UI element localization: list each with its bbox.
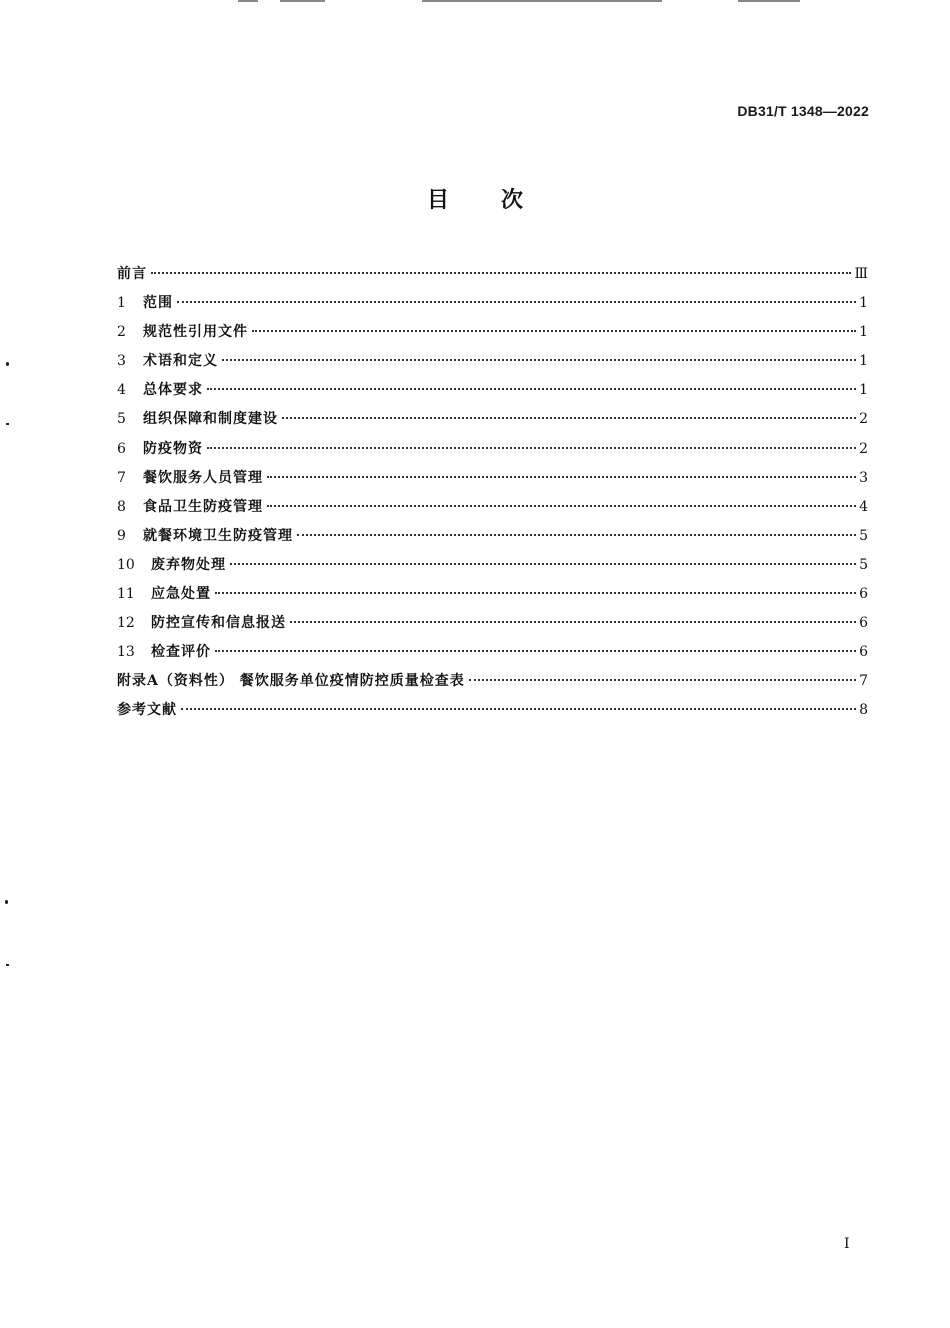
toc-entry-title: 废弃物处理 bbox=[151, 556, 226, 573]
toc-entry-title: 附录A（资料性） 餐饮服务单位疫情防控质量检查表 bbox=[117, 673, 465, 690]
scan-artifact bbox=[280, 0, 325, 2]
toc-entry-title: 组织保障和制度建设 bbox=[143, 411, 278, 428]
toc-entry-page: 6 bbox=[859, 586, 868, 603]
dot-leader bbox=[230, 563, 856, 565]
toc-entry[interactable] bbox=[117, 493, 868, 522]
toc-entry-number: 6 bbox=[117, 440, 126, 457]
toc-entry-title: 防控宣传和信息报送 bbox=[151, 615, 286, 632]
dot-leader bbox=[177, 301, 856, 303]
toc-entry-title: 检查评价 bbox=[151, 644, 211, 661]
page-title: 目次 bbox=[426, 188, 575, 213]
dot-leader bbox=[207, 388, 856, 390]
toc-entry-title: 参考文献 bbox=[117, 702, 177, 719]
toc-entry-page: 6 bbox=[859, 644, 868, 661]
toc-entry[interactable] bbox=[117, 260, 868, 289]
toc-entry-page: 5 bbox=[859, 527, 868, 544]
toc-entry-page: 1 bbox=[859, 353, 868, 370]
toc-entry[interactable] bbox=[117, 667, 868, 696]
scan-artifact bbox=[738, 0, 800, 2]
toc-entry-number: 12 bbox=[117, 615, 135, 632]
toc-entry[interactable] bbox=[117, 347, 868, 376]
toc-entry-title: 范围 bbox=[143, 295, 173, 312]
dot-leader bbox=[469, 679, 856, 681]
toc-entry-page: 4 bbox=[859, 498, 868, 515]
toc-entry-number: 11 bbox=[117, 586, 135, 603]
toc-entry[interactable] bbox=[117, 435, 868, 464]
page-number: I bbox=[844, 1236, 850, 1252]
toc-entry-title: 就餐环境卫生防疫管理 bbox=[143, 527, 293, 544]
dot-leader bbox=[290, 621, 856, 623]
scan-speck bbox=[6, 964, 9, 966]
toc-entry-title: 总体要求 bbox=[143, 382, 203, 399]
toc-entry-page: 5 bbox=[859, 556, 868, 573]
toc-entry-title: 餐饮服务人员管理 bbox=[143, 469, 263, 486]
toc-entry-number: 8 bbox=[117, 498, 126, 515]
toc-entry-page: 2 bbox=[859, 440, 868, 457]
scan-artifact bbox=[238, 0, 258, 2]
toc-entry-title: 规范性引用文件 bbox=[143, 324, 248, 341]
dot-leader bbox=[267, 505, 856, 507]
toc-entry-page: 7 bbox=[859, 673, 868, 690]
toc-entry-title: 食品卫生防疫管理 bbox=[143, 498, 263, 515]
toc-entry-title: 前言 bbox=[117, 266, 147, 282]
scan-speck bbox=[5, 900, 8, 904]
toc-entry[interactable] bbox=[117, 551, 868, 580]
toc-entry[interactable] bbox=[117, 580, 868, 609]
toc-entry[interactable] bbox=[117, 609, 868, 638]
toc-entry-page: 1 bbox=[859, 295, 868, 312]
toc-entry-number: 7 bbox=[117, 469, 126, 486]
toc-entry-number: 9 bbox=[117, 527, 126, 544]
toc-entry-title: 应急处置 bbox=[151, 586, 211, 603]
scan-speck bbox=[6, 423, 9, 425]
toc-entry-page: 2 bbox=[859, 411, 868, 428]
toc-entry[interactable] bbox=[117, 289, 868, 318]
toc-entry[interactable] bbox=[117, 522, 868, 551]
toc-entry-page: 3 bbox=[859, 469, 868, 486]
toc-entry-number: 2 bbox=[117, 324, 126, 341]
toc-entry[interactable] bbox=[117, 464, 868, 493]
dot-leader bbox=[282, 417, 856, 419]
toc-entry-number: 5 bbox=[117, 411, 126, 428]
table-of-contents bbox=[117, 260, 868, 726]
dot-leader bbox=[181, 708, 856, 710]
toc-entry[interactable] bbox=[117, 318, 868, 347]
scan-speck bbox=[6, 362, 9, 366]
toc-entry[interactable] bbox=[117, 376, 868, 405]
toc-entry-number: 13 bbox=[117, 644, 135, 661]
dot-leader bbox=[252, 330, 856, 332]
dot-leader bbox=[215, 592, 856, 594]
toc-entry-number: 1 bbox=[117, 295, 126, 312]
toc-entry-title: 防疫物资 bbox=[143, 440, 203, 457]
dot-leader bbox=[207, 447, 856, 449]
toc-entry-number: 10 bbox=[117, 556, 135, 573]
dot-leader bbox=[267, 476, 856, 478]
toc-entry[interactable] bbox=[117, 405, 868, 434]
scan-artifact bbox=[422, 0, 662, 2]
toc-entry-title: 术语和定义 bbox=[143, 353, 218, 370]
dot-leader bbox=[222, 359, 856, 361]
toc-entry-number: 4 bbox=[117, 382, 126, 399]
dot-leader bbox=[151, 272, 851, 274]
toc-entry-page: 1 bbox=[859, 324, 868, 341]
toc-entry-page: 6 bbox=[859, 615, 868, 632]
toc-entry-page: 1 bbox=[859, 382, 868, 399]
toc-entry[interactable] bbox=[117, 696, 868, 725]
toc-entry-page: 8 bbox=[859, 702, 868, 719]
document-code: DB31/T 1348—2022 bbox=[737, 103, 869, 119]
dot-leader bbox=[297, 534, 856, 536]
toc-entry-page: Ⅲ bbox=[854, 266, 868, 282]
dot-leader bbox=[215, 650, 856, 652]
toc-entry[interactable] bbox=[117, 638, 868, 667]
toc-entry-number: 3 bbox=[117, 353, 126, 370]
